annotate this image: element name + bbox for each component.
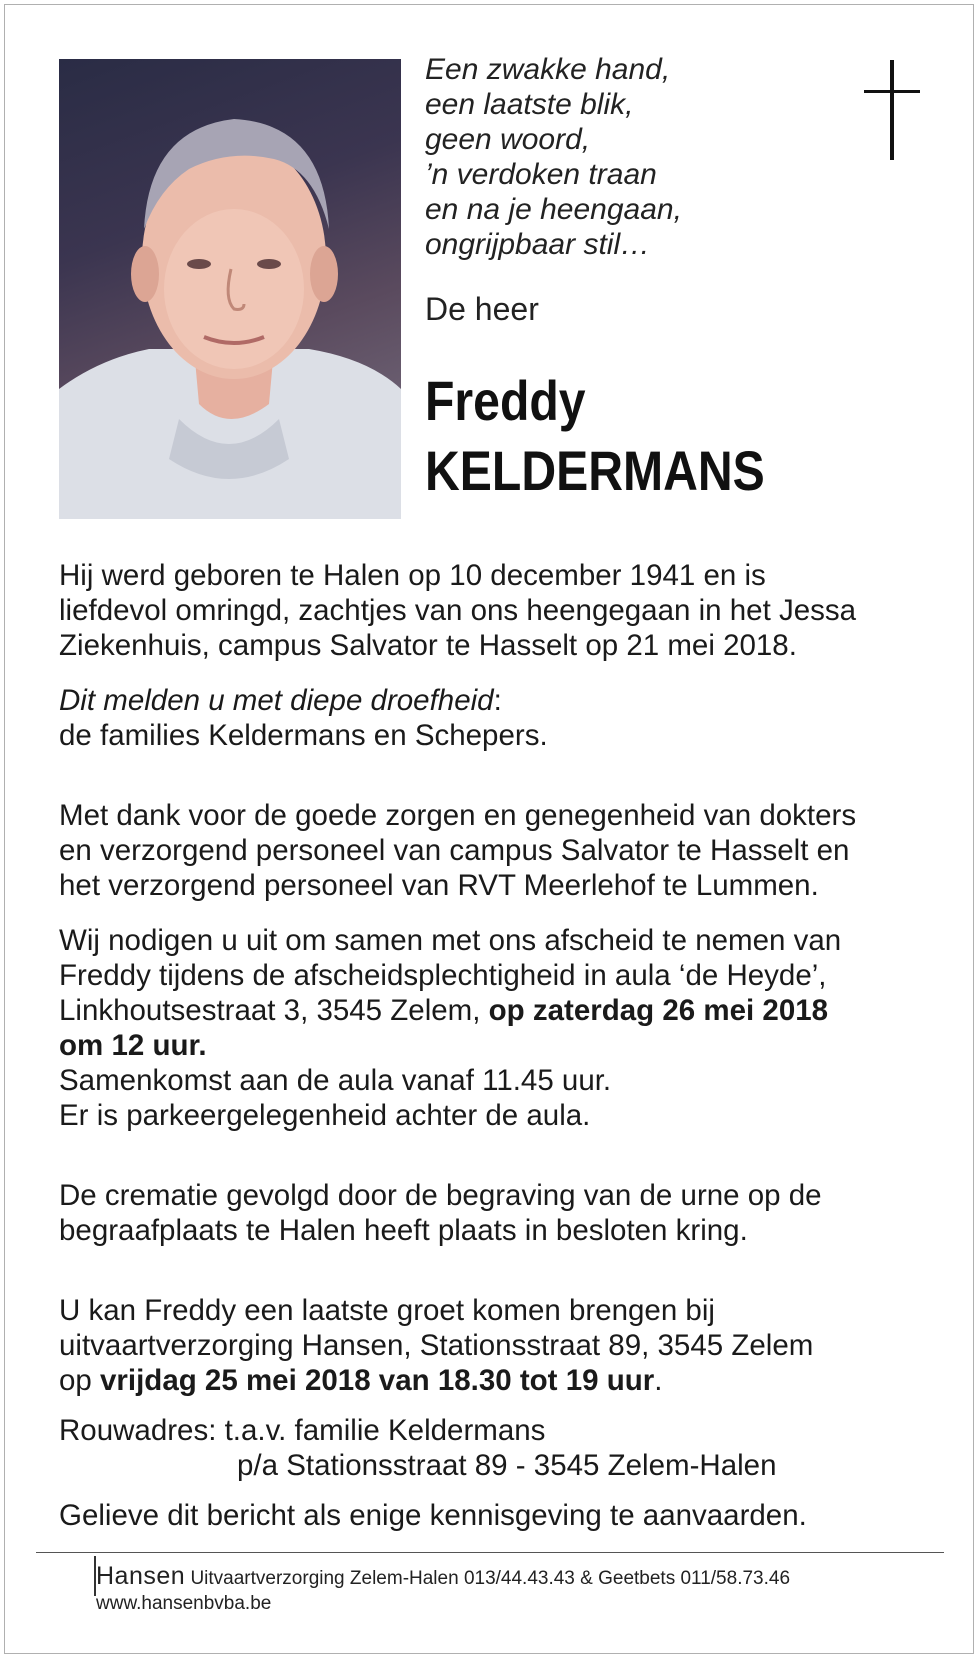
poem-line: Een zwakke hand, xyxy=(425,53,671,86)
text-line: liefdevol omringd, zachtjes van ons heengegaan in het Jessa xyxy=(59,594,857,627)
announcement-body xyxy=(59,558,939,1533)
hansen-logo xyxy=(96,1562,185,1590)
closing-paragraph xyxy=(59,1498,939,1533)
text-line: Wij nodigen u uit om samen met ons afscheid te nemen van xyxy=(59,924,842,957)
announce-italic: Dit melden u met diepe droefheid xyxy=(59,684,494,717)
announce-colon: : xyxy=(493,684,502,717)
address-paragraph xyxy=(59,1413,939,1483)
parking-line: Er is parkeergelegenheid achter de aula. xyxy=(59,1099,591,1132)
footer xyxy=(96,1562,790,1615)
address-line: p/a Stationsstraat 89 - 3545 Zelem-Halen xyxy=(237,1449,777,1482)
visit-op: op xyxy=(59,1364,101,1397)
invite-paragraph xyxy=(59,923,939,1133)
invite-date: op zaterdag 26 mei 2018 xyxy=(488,994,829,1027)
deceased-name xyxy=(425,366,765,506)
honorific: De heer xyxy=(425,291,539,327)
memorial-poem xyxy=(425,52,682,262)
families-line: de families Keldermans en Schepers. xyxy=(59,719,548,752)
text-line: Freddy tijdens de afscheidsplechtigheid in aula ‘de Heyde’, xyxy=(59,959,827,992)
visit-period: . xyxy=(654,1364,663,1397)
footer-website[interactable]: www.hansenbvba.be xyxy=(96,1593,272,1614)
poem-line: en na je heengaan, xyxy=(425,193,682,226)
cross-icon xyxy=(864,60,920,160)
logo-text: Hansen xyxy=(96,1562,186,1590)
visit-datetime: vrijdag 25 mei 2018 van 18.30 tot 19 uur xyxy=(100,1364,655,1397)
text-line: het verzorgend personeel van RVT Meerlehof te Lummen. xyxy=(59,869,819,902)
address-label: Rouwadres: t.a.v. familie Keldermans xyxy=(59,1414,546,1447)
poem-line: geen woord, xyxy=(425,123,591,156)
invite-time: om 12 uur. xyxy=(59,1029,207,1062)
text-line: begraafplaats te Halen heeft plaats in besloten kring. xyxy=(59,1214,748,1247)
poem-line: ongrijpbaar stil… xyxy=(425,228,651,261)
invite-address: Linkhoutsestraat 3, 3545 Zelem, xyxy=(59,994,489,1027)
text-line: Met dank voor de goede zorgen en genegenheid van dokters xyxy=(59,799,857,832)
text-line: uitvaartverzorging Hansen, Stationsstraat 89, 3545 Zelem xyxy=(59,1329,814,1362)
text-line: De crematie gevolgd door de begraving van de urne op de xyxy=(59,1179,822,1212)
text-line: en verzorgend personeel van campus Salvator te Hasselt en xyxy=(59,834,850,867)
closing-line: Gelieve dit bericht als enige kennisgeving te aanvaarden. xyxy=(59,1499,807,1532)
gathering-line: Samenkomst aan de aula vanaf 11.45 uur. xyxy=(59,1064,612,1097)
portrait-photo xyxy=(59,59,401,519)
cremation-paragraph xyxy=(59,1178,939,1248)
first-name: Freddy xyxy=(425,369,586,432)
footer-info: Uitvaartverzorging Zelem-Halen 013/44.43.43 & Geetbets 011/58.73.46 xyxy=(190,1568,791,1589)
logo-mark-icon xyxy=(94,1556,96,1596)
visit-paragraph xyxy=(59,1293,939,1398)
birth-paragraph xyxy=(59,558,939,663)
poem-line: ’n verdoken traan xyxy=(425,158,657,191)
poem-line: een laatste blik, xyxy=(425,88,634,121)
last-name: KELDERMANS xyxy=(425,439,765,502)
text-line: U kan Freddy een laatste groet komen brengen bij xyxy=(59,1294,715,1327)
text-line: Hij werd geboren te Halen op 10 december 1941 en is xyxy=(59,559,766,592)
announce-paragraph xyxy=(59,683,939,753)
thanks-paragraph xyxy=(59,798,939,903)
footer-divider xyxy=(36,1552,944,1553)
text-line: Ziekenhuis, campus Salvator te Hasselt op 21 mei 2018. xyxy=(59,629,797,662)
